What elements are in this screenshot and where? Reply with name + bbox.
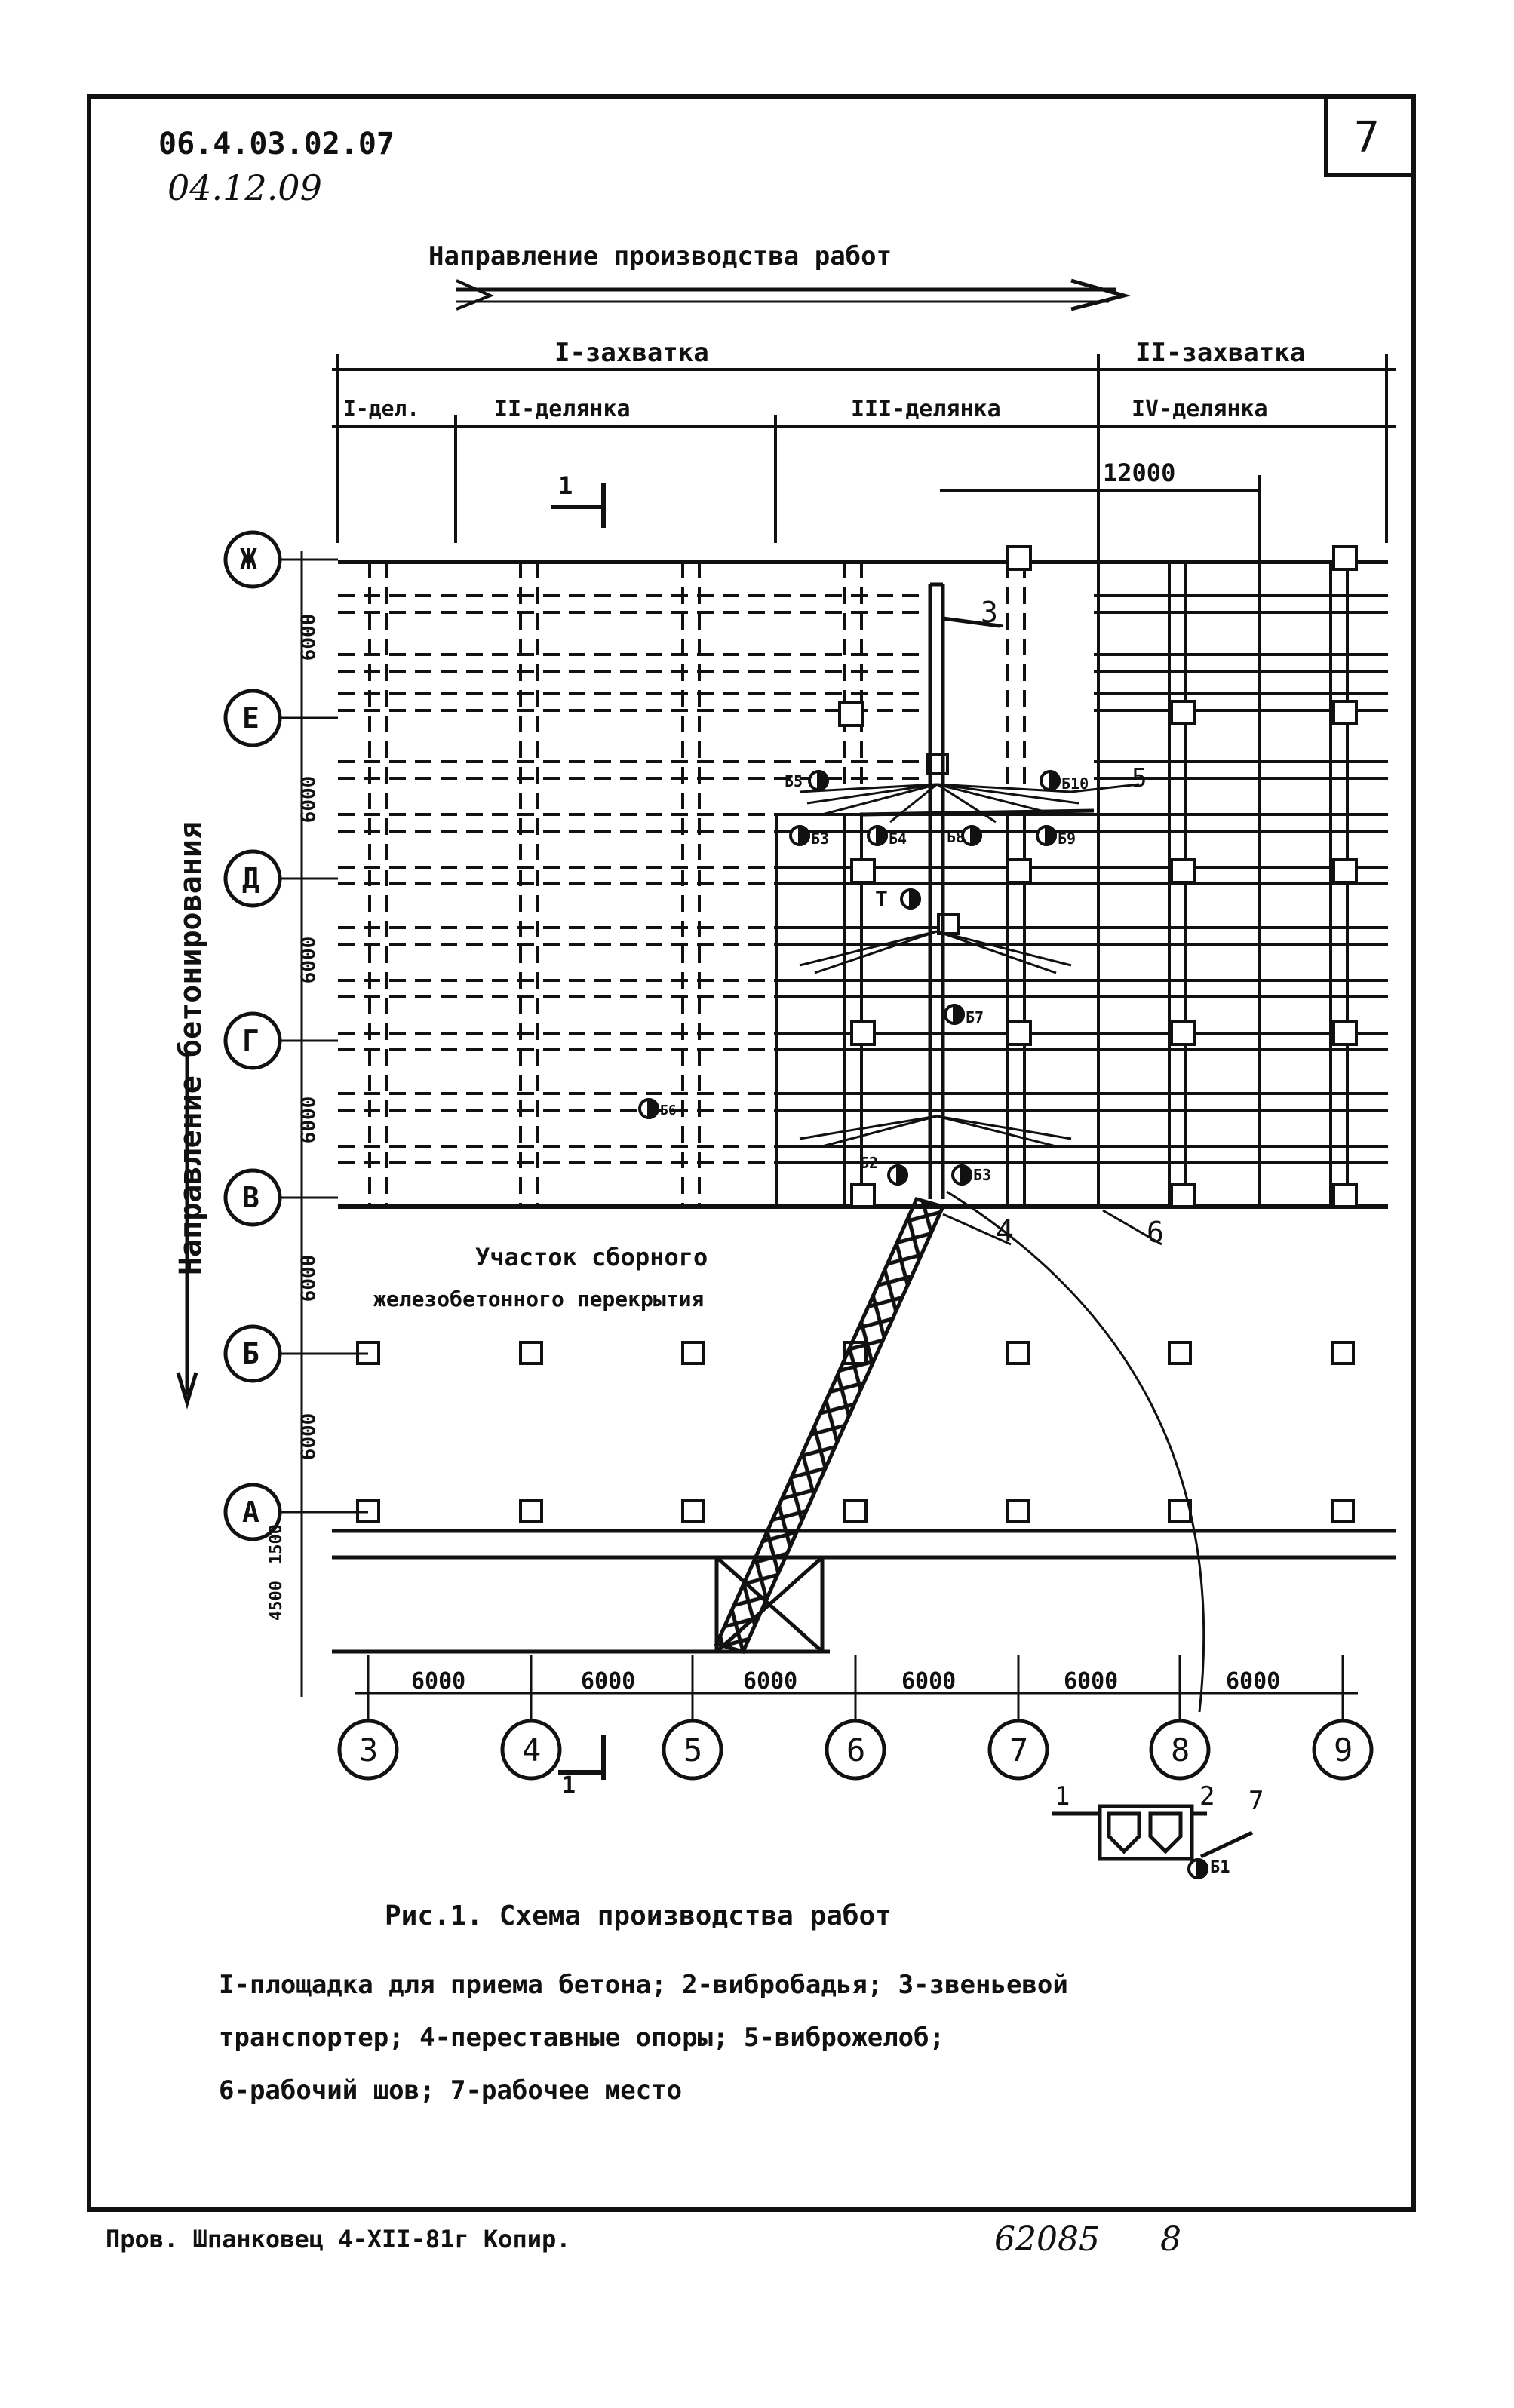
bucket-label-b4: Б4 xyxy=(889,830,907,848)
row-label-v: В xyxy=(242,1181,259,1214)
row-dim-4: 6000 xyxy=(297,1096,321,1144)
workplace-detail xyxy=(1052,1806,1252,1859)
col-label-6: 6 xyxy=(846,1732,866,1768)
row-axis-lines xyxy=(281,551,368,1697)
dim-12000: 12000 xyxy=(1103,459,1176,487)
col-label-3: 3 xyxy=(359,1732,379,1768)
bucket-label-b5: Б5 xyxy=(785,772,803,790)
footer-page: 8 xyxy=(1160,2220,1181,2259)
direction-works-label: Направление производства работ xyxy=(428,241,892,271)
bucket-label-b6: Б6 xyxy=(660,1103,677,1118)
legend-line-2: транспортер; 4-переставные опоры; 5-виброжелоб; xyxy=(219,2023,945,2053)
callout-5: 5 xyxy=(1132,763,1147,793)
col-dim-4: 6000 xyxy=(901,1668,957,1695)
bucket-label-t: Т xyxy=(875,886,888,911)
precast-label-1: Участок сборного xyxy=(475,1243,708,1271)
bucket-label-b8: Б8 xyxy=(947,828,966,846)
col-dim-3: 6000 xyxy=(743,1668,798,1695)
precast-label-2: железобетонного перекрытия xyxy=(373,1287,705,1311)
precast-band xyxy=(332,1531,1396,1652)
zone-2-label: II-захватка xyxy=(1135,338,1306,368)
legend-line-1: I-площадка для приема бетона; 2-вибробадья; 3-звеньевой xyxy=(219,1970,1068,2000)
callout-7: 7 xyxy=(1248,1786,1264,1816)
movable-supports xyxy=(717,1199,943,1652)
callout-4: 4 xyxy=(996,1214,1015,1249)
row-label-zh: Ж xyxy=(240,543,257,576)
doc-code-1: 06.4.03.02.07 xyxy=(158,127,395,161)
col-label-8: 8 xyxy=(1171,1732,1190,1768)
section-mark-top-label: 1 xyxy=(558,471,573,500)
bucket-label-b3b: Б3 xyxy=(973,1166,992,1184)
row-label-b: Б xyxy=(242,1337,259,1370)
section-4-label: IV-делянка xyxy=(1132,396,1268,422)
col-label-9: 9 xyxy=(1334,1732,1353,1768)
zone-dimension-lines xyxy=(332,354,1396,1207)
col-label-7: 7 xyxy=(1009,1732,1029,1768)
row-label-a: А xyxy=(242,1495,259,1529)
col-dim-1: 6000 xyxy=(411,1668,466,1695)
bucket-label-b9: Б9 xyxy=(1058,830,1076,848)
col-label-5: 5 xyxy=(683,1732,703,1768)
sheet-number: 7 xyxy=(1354,113,1380,162)
bucket-label-b10: Б10 xyxy=(1061,775,1089,793)
row-label-e: Е xyxy=(242,701,259,735)
row-dim-5: 6000 xyxy=(297,1254,321,1302)
bucket-label-b7: Б7 xyxy=(966,1008,984,1026)
col-dim-6: 6000 xyxy=(1226,1668,1281,1695)
footer-number: 62085 xyxy=(994,2220,1100,2259)
caption-title: Рис.1. Схема производства работ xyxy=(385,1900,892,1931)
column-axis-lines xyxy=(355,1655,1358,1719)
row-dim-8: 4500 xyxy=(266,1581,286,1621)
callout-leaders xyxy=(943,618,1162,1244)
legend-line-3: 6-рабочий шов; 7-рабочее место xyxy=(219,2075,683,2106)
row-dim-3: 6000 xyxy=(297,936,321,984)
col-dim-2: 6000 xyxy=(581,1668,636,1695)
section-2-label: II-делянка xyxy=(494,396,631,422)
boom-arc xyxy=(947,1192,1204,1712)
direction-arrow xyxy=(456,281,1124,309)
row-dim-7: 1500 xyxy=(266,1524,286,1564)
callout-2: 2 xyxy=(1199,1781,1215,1811)
bucket-label-b1: Б1 xyxy=(1210,1858,1230,1877)
row-label-g: Г xyxy=(242,1024,259,1057)
col-dim-5: 6000 xyxy=(1064,1668,1119,1695)
zone-1-label: I-захватка xyxy=(554,338,709,368)
section-3-label: III-делянка xyxy=(851,396,1001,422)
callout-3: 3 xyxy=(981,596,998,629)
section-mark-bottom-label: 1 xyxy=(562,1772,576,1799)
doc-code-2: 04.12.09 xyxy=(167,167,322,208)
callout-1: 1 xyxy=(1055,1781,1070,1811)
bucket-label-b3a: Б3 xyxy=(811,830,830,848)
col-label-4: 4 xyxy=(522,1732,542,1768)
link-conveyor xyxy=(860,584,1094,1199)
vibro-buckets xyxy=(640,771,1207,1878)
row-dim-6: 6000 xyxy=(297,1413,321,1461)
row-dim-2: 6000 xyxy=(297,775,321,824)
callout-6: 6 xyxy=(1147,1216,1164,1249)
footer-signatures: Пров. Шпанковец 4-XII-81г Копир. xyxy=(106,2225,571,2253)
bucket-label-b2: Б2 xyxy=(860,1154,879,1172)
direction-concreting-label: Направление бетонирования xyxy=(174,821,208,1276)
row-dim-1: 6000 xyxy=(297,613,321,661)
row-label-d: Д xyxy=(242,862,259,895)
section-1-label: I-дел. xyxy=(343,396,420,421)
